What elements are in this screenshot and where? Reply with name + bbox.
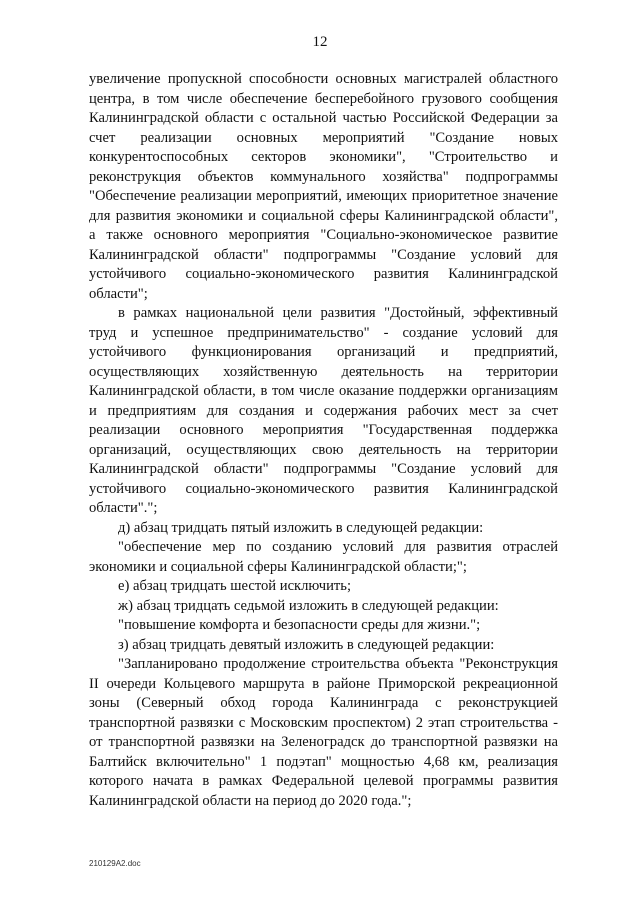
text-line: труд и успешное предпринимательство" - создание условий для	[89, 324, 558, 341]
paragraph-z-text	[89, 655, 558, 811]
text-line: организаций, осуществляющих свою деятельность на территории	[89, 441, 558, 458]
paragraph-d	[89, 519, 558, 539]
document-body	[89, 70, 558, 811]
text-line: зоны (Северный обход города Калининграда с реконструкцией	[89, 695, 558, 711]
text-line: "Запланировано продолжение строительства объекта "Реконструкция	[118, 656, 558, 672]
text-line: Калининградской области, в том числе оказание поддержки организациям	[89, 383, 558, 399]
text-line: з) абзац тридцать девятый изложить в следующей редакции:	[118, 636, 495, 653]
text-line: Калининградской области" подпрограммы "Создание условий для	[89, 246, 558, 263]
paragraph-continuation	[89, 70, 558, 304]
text-line: конкурентоспособных секторов экономики", "Строительство и	[89, 149, 558, 165]
text-line: от транспортной развязки на Зеленоградск до транспортной развязки на	[89, 734, 558, 750]
text-line: Балтийск включительно" 1 подэтап" мощностью 4,68 км, реализация	[89, 753, 558, 770]
text-line: устойчивого социально-экономического развития Калининградской	[89, 480, 558, 497]
paragraph-zh	[89, 597, 558, 617]
text-line: транспортной развязки с Московским проспектом) 2 этап строительства -	[89, 714, 558, 731]
text-line: Калининградской области" подпрограммы "Создание условий для	[89, 461, 558, 477]
text-line: е) абзац тридцать шестой исключить;	[118, 578, 352, 594]
text-line: II очереди Кольцевого маршрута в районе Приморской рекреационной	[89, 675, 558, 692]
text-line: "повышение комфорта и безопасности среды для жизни.";	[118, 617, 481, 633]
paragraph-e	[89, 577, 558, 597]
text-line: реализации основного мероприятия "Государственная поддержка	[89, 422, 558, 438]
text-line: устойчивого социально-экономического развития Калининградской	[89, 266, 558, 282]
text-line: осуществляющих хозяйственную деятельность на территории	[89, 363, 558, 380]
page-number: 12	[312, 34, 328, 50]
text-line: "Обеспечение реализации мероприятий, имеющих приоритетное значение	[89, 188, 558, 204]
text-line: области".";	[89, 500, 158, 516]
text-line: "обеспечение мер по созданию условий для развития отраслей	[118, 539, 558, 555]
text-line: ж) абзац тридцать седьмой изложить в следующей редакции:	[118, 597, 499, 614]
paragraph-zh-text	[89, 616, 558, 636]
text-line: а также основного мероприятия "Социально-экономическое развитие	[89, 227, 558, 243]
text-line: в рамках национальной цели развития "Достойный, эффективный	[118, 305, 558, 321]
text-line: которого начата в рамках Федеральной целевой программы развития	[89, 773, 558, 789]
text-line: счет реализации основных мероприятий "Создание новых	[89, 129, 558, 146]
text-line: Калининградской области на период до 2020 года.";	[89, 792, 412, 809]
paragraph-z	[89, 636, 558, 656]
text-line: области";	[89, 285, 148, 302]
text-line: устойчивого функционирования организаций и предприятий,	[89, 344, 558, 360]
text-line: реконструкция объектов коммунального хозяйства" подпрограммы	[89, 168, 558, 185]
text-line: для развития экономики и социальной сферы Калининградской области",	[89, 207, 558, 224]
text-line: и предприятиям для создания и содержания рабочих мест за счет	[89, 402, 558, 419]
paragraph-d-text	[89, 538, 558, 577]
text-line: увеличение пропускной способности основных магистралей областного	[89, 71, 558, 87]
text-line: Калининградской области с остальной частью Российской Федерации за	[89, 110, 558, 126]
text-line: центра, в том числе обеспечение бесперебойного грузового сообщения	[89, 90, 558, 107]
file-name-footer: 210129A2.doc	[89, 859, 141, 868]
text-line: д) абзац тридцать пятый изложить в следующей редакции:	[118, 519, 484, 536]
paragraph-national-goal	[89, 304, 558, 519]
text-line: экономики и социальной сферы Калининградской области;";	[89, 558, 467, 575]
